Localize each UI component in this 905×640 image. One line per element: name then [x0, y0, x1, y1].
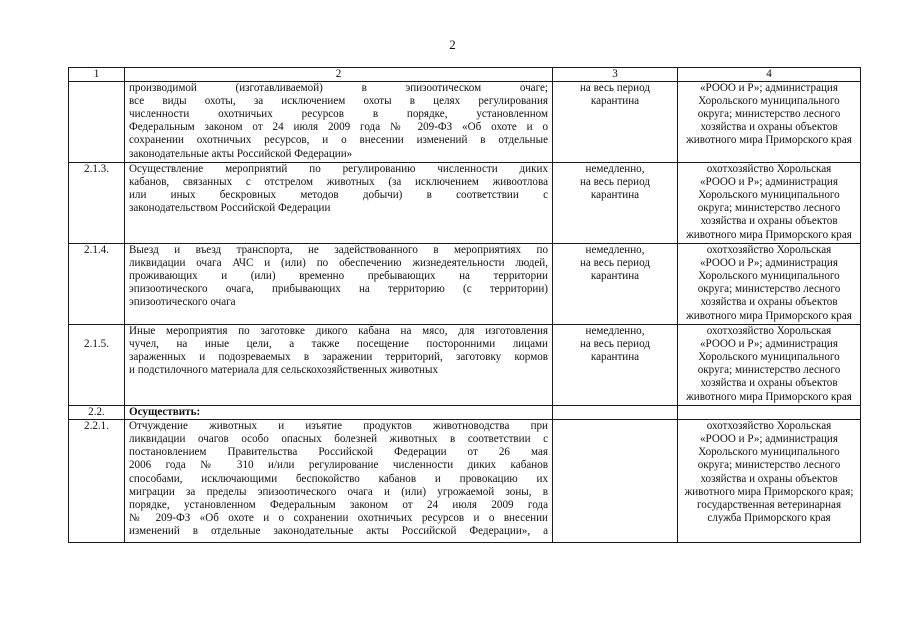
row-description [125, 163, 553, 244]
term-line: карантина [590, 95, 640, 108]
responsible-line: Хорольского муниципального [698, 189, 840, 202]
row-description [125, 325, 553, 406]
responsible-line: хозяйства и охраны объектов [700, 472, 838, 485]
description-line: и подстилочного материала для сельскохозяйственных животных [129, 364, 438, 377]
term-line: немедленно, [585, 163, 645, 176]
responsible-line: «РООО и Р»; администрация [700, 82, 838, 95]
row-responsible [678, 406, 861, 420]
table-row [69, 82, 861, 163]
term-line: карантина [590, 189, 640, 202]
description-line: Осуществление мероприятий по регулированию численности диких [129, 163, 548, 176]
responsible-line: охотхозяйство Хорольская [706, 163, 832, 176]
responsible-line: Хорольского муниципального [698, 270, 840, 283]
header-cell-1: 1 [69, 68, 125, 82]
term-line: на весь период [580, 338, 650, 351]
row-term [553, 244, 678, 325]
responsible-line: государственная ветеринарная [696, 498, 842, 511]
responsible-line: охотхозяйство Хорольская [706, 420, 832, 433]
row-term [553, 82, 678, 163]
responsible-line: хозяйства и охраны объектов [700, 121, 838, 134]
description-line: Федеральным законом от 24 июля 2009 года № 209-ФЗ «Об охоте и о [129, 121, 548, 134]
responsible-line: округа; министерство лесного [697, 364, 841, 377]
row-number: 2.1.4. [69, 244, 125, 325]
responsible-line: Хорольского муниципального [698, 95, 840, 108]
term-line: немедленно, [585, 244, 645, 257]
row-term [553, 163, 678, 244]
responsible-line: животного мира Приморского края [686, 134, 852, 147]
description-line: Отчуждение животных и изъятие продуктов животноводства при [129, 420, 548, 433]
responsible-line: животного мира Приморского края [686, 309, 852, 322]
section-heading: Осуществить: [129, 406, 201, 419]
responsible-line: хозяйства и охраны объектов [700, 215, 838, 228]
responsible-line: округа; министерство лесного [697, 283, 841, 296]
row-number: 2.2.1. [69, 420, 125, 543]
description-line: или иных бескровных методов добычи) в соответствии с [129, 189, 548, 202]
responsible-line: животного мира Приморского края; [684, 485, 854, 498]
responsible-line: «РООО и Р»; администрация [700, 257, 838, 270]
term-line: карантина [590, 351, 640, 364]
description-line: ликвидации очага АЧС и (или) по обеспечению жизнедеятельности людей, [129, 257, 548, 270]
term-line: на весь период [580, 176, 650, 189]
row-term [553, 406, 678, 420]
responsible-line: служба Приморского края [707, 511, 831, 524]
description-line: эпизоотического очага, прибывающих на территорию (с территории) [129, 283, 548, 296]
row-term [553, 420, 678, 543]
description-line: зараженных и подозреваемых в заражении территорий, заготовку кормов [129, 351, 548, 364]
page-number: 2 [449, 37, 456, 52]
description-line: изменений в отдельные законодательные акты Российской Федерации», а [129, 524, 548, 537]
responsible-line: «РООО и Р»; администрация [700, 433, 838, 446]
row-responsible [678, 325, 861, 406]
description-line: 2006 года № 310 и/или регулирование численности диких кабанов [129, 459, 548, 472]
row-responsible [678, 244, 861, 325]
responsible-line: «РООО и Р»; администрация [700, 176, 838, 189]
responsible-line: животного мира Приморского края [686, 228, 852, 241]
term-line: карантина [590, 270, 640, 283]
description-line: способами, исключающими беспокойство кабанов и провокацию их [129, 472, 548, 485]
responsible-line: охотхозяйство Хорольская [706, 244, 832, 257]
row-description [125, 406, 553, 420]
responsible-line: охотхозяйство Хорольская [706, 325, 832, 338]
description-line: Выезд и въезд транспорта, не задействованного в мероприятиях по [129, 244, 548, 257]
description-line: ликвидации очагов особо опасных болезней животных в соответствии с [129, 433, 548, 446]
row-number [69, 82, 125, 163]
row-term [553, 325, 678, 406]
term-line: на весь период [580, 82, 650, 95]
responsible-line: округа; министерство лесного [697, 108, 841, 121]
table-row [69, 420, 861, 543]
description-line: законодательством Российской Федерации [129, 202, 331, 215]
responsible-line: хозяйства и охраны объектов [700, 296, 838, 309]
description-line: все виды охоты, за исключением охоты в целях регулирования [129, 95, 548, 108]
row-responsible [678, 163, 861, 244]
responsible-line: Хорольского муниципального [698, 446, 840, 459]
description-line: чучел, на иные цели, а также посещение посторонними лицами [129, 338, 548, 351]
header-cell-4: 4 [678, 68, 861, 82]
description-line: кабанов, связанных с отстрелом животных (за исключением живоотлова [129, 176, 548, 189]
responsible-line: животного мира Приморского края [686, 390, 852, 403]
table-row [69, 406, 861, 420]
description-line: порядке, установленном Федеральным законом от 24 июля 2009 года [129, 498, 548, 511]
description-line: законодательные акты Российской Федерации» [129, 147, 353, 160]
row-responsible [678, 420, 861, 543]
description-line: постановлением Правительства Российской Федерации от 26 мая [129, 446, 548, 459]
header-cell-2: 2 [125, 68, 553, 82]
row-description [125, 244, 553, 325]
responsible-line: хозяйства и охраны объектов [700, 377, 838, 390]
row-number: 2.2. [69, 406, 125, 420]
description-line: миграции за пределы эпизоотического очага и (или) угрожаемой зоны, в [129, 485, 548, 498]
description-line: численности охотничьих ресурсов в порядке, установленном [129, 108, 548, 121]
description-line: сохранении охотничьих ресурсов, и о внесении изменений в отдельные [129, 134, 548, 147]
responsible-line: округа; министерство лесного [697, 459, 841, 472]
responsible-line: Хорольского муниципального [698, 351, 840, 364]
row-description [125, 420, 553, 543]
description-line: проживающих и (или) временно пребывающих на территории [129, 270, 548, 283]
row-responsible [678, 82, 861, 163]
responsible-line: округа; министерство лесного [697, 202, 841, 215]
table-row [69, 325, 861, 406]
header-cell-3: 3 [553, 68, 678, 82]
table-row [69, 244, 861, 325]
measures-table [68, 67, 861, 543]
row-description [125, 82, 553, 163]
description-line: производимой (изготавливаемой) в эпизоотическом очаге; [129, 82, 548, 95]
term-line: немедленно, [585, 325, 645, 338]
table-row [69, 163, 861, 244]
description-line: Иные мероприятия по заготовке дикого кабана на мясо, для изготовления [129, 325, 548, 338]
description-line: № 209-ФЗ «Об охоте и о сохранении охотничьих ресурсов и о внесении [129, 511, 548, 524]
row-number: 2.1.5. [69, 325, 125, 406]
table-header-row [69, 68, 861, 82]
description-line: эпизоотического очага [129, 296, 236, 309]
responsible-line: «РООО и Р»; администрация [700, 338, 838, 351]
term-line: на весь период [580, 257, 650, 270]
row-number: 2.1.3. [69, 163, 125, 244]
